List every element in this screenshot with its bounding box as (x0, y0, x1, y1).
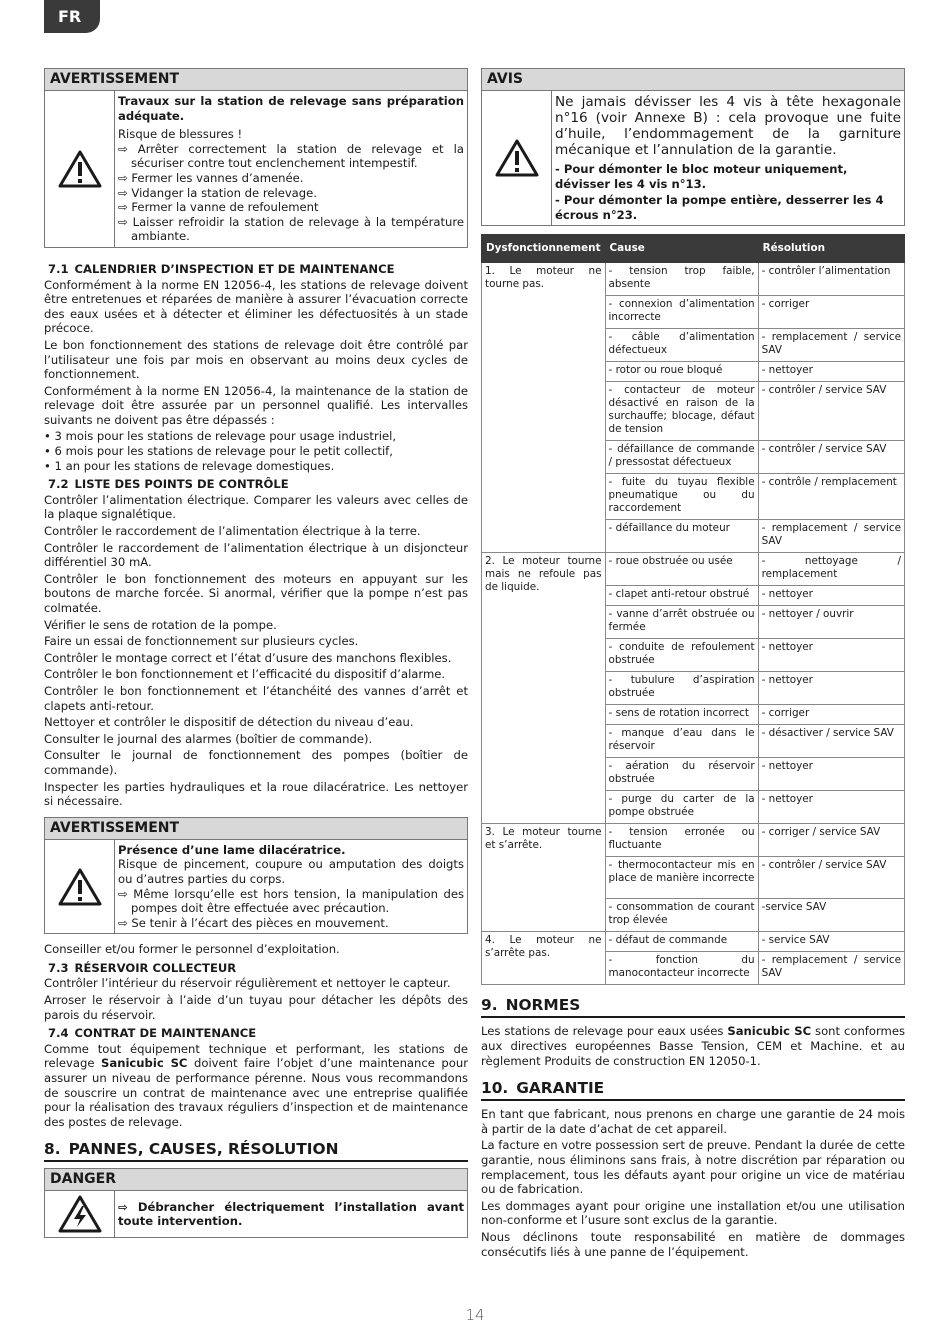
warning-step: ⇨ Fermer la vanne de refoulement (118, 200, 319, 215)
avis-instruction: - Pour démonter la pompe entière, desserrer les 4 écrous n°23. (555, 193, 884, 222)
brand-name: Sanicubic SC (727, 1024, 812, 1039)
resolution-cell: - service SAV (758, 932, 904, 952)
resolution-cell: - corriger / service SAV (758, 824, 904, 857)
brand-name: Sanicubic SC (101, 1056, 188, 1071)
paragraph: Contrôler le montage correct et l’état d’usure des manchons flexibles. (44, 650, 452, 665)
danger-text: ⇨ Débrancher électriquement l’installation avant toute intervention. (118, 1199, 464, 1229)
paragraph: Contrôler le bon fonctionnement et l’étanchéité des vannes d’arrêt et clapets anti-retour. (44, 683, 468, 713)
table-header: Résolution (758, 235, 904, 263)
cause-cell: - contacteur de moteur désactivé en raison de la surchauffe; blocage, défaut de tension (605, 382, 758, 441)
section-heading-7-3: 7.3 RÉSERVOIR COLLECTEUR (48, 960, 237, 975)
avis-header: AVIS (482, 69, 904, 91)
cause-cell: - clapet anti-retour obstrué (605, 586, 758, 606)
avis-instruction: - Pour démonter le bloc moteur uniquement, dévisser les 4 vis n°13. (555, 162, 848, 191)
warning-triangle-icon (45, 840, 115, 934)
cause-cell: - défaillance de commande / pressostat défectueux (605, 441, 758, 474)
warning-box-blade (44, 817, 468, 935)
paragraph: Contrôler le raccordement de l’alimentation électrique à la terre. (44, 524, 421, 539)
cause-cell: - défaillance du moteur (605, 520, 758, 553)
warning-header: AVERTISSEMENT (45, 69, 467, 91)
table-row (482, 824, 905, 857)
resolution-cell: - remplacement / service SAV (758, 520, 904, 553)
section-heading-9: 9. NORMES (481, 995, 905, 1018)
section-heading-7-4: 7.4 CONTRAT DE MAINTENANCE (48, 1026, 257, 1041)
resolution-cell: - nettoyer (758, 639, 904, 672)
resolution-cell: - corriger (758, 705, 904, 725)
paragraph: Arroser le réservoir à l’aide d’un tuyau pour détacher les dépôts des parois du réservoir. (44, 993, 468, 1022)
danger-header: DANGER (45, 1169, 467, 1191)
resolution-cell: - nettoyer (758, 586, 904, 606)
left-column (44, 68, 468, 1252)
cause-cell: - tension erronée ou fluctuante (605, 824, 758, 857)
cause-cell: - manque d’eau dans le réservoir (605, 725, 758, 758)
cause-cell: - aération du réservoir obstruée (605, 758, 758, 791)
fault-table (481, 234, 905, 985)
fault-cell: 1. Le moteur ne tourne pas. (482, 263, 606, 553)
section-heading-8: 8. PANNES, CAUSES, RÉSOLUTION (44, 1139, 468, 1162)
table-header: Cause (605, 235, 758, 263)
cause-cell: - consommation de courant trop élevée (605, 899, 758, 932)
cause-cell: - tension trop faible, absente (605, 263, 758, 296)
resolution-cell: - contrôler / service SAV (758, 382, 904, 441)
paragraph: Conformément à la norme EN 12056-4, les stations de relevage doivent être entretenues et réparées de manière à assurer l’évacuation correcte des eaux usées et à détecter et éliminer les défectuosités à un stade précoce. (44, 277, 468, 336)
paragraph: Comme tout équipement technique et performant, les stations de relevage Sanicubic SC doivent faire l’objet d’une maintenance pour assurer un niveau de performance pérenne. Nous vous recommandons de souscrire un contrat de maintenance avec une entreprise qualifiée pour la réalisation des travaux réguliers d’inspection et de maintenance des postes de relevage. (44, 1041, 468, 1129)
resolution-cell: -service SAV (758, 899, 904, 932)
paragraph: Les dommages ayant pour origine une installation et/ou une utilisation non-conforme et l’usure sont exclus de la garantie. (481, 1198, 905, 1228)
paragraph: Contrôler le bon fonctionnement et l’efficacité du dispositif d’alarme. (44, 667, 446, 682)
warning-step: ⇨ Laisser refroidir la station de relevage à la température ambiante. (118, 214, 464, 244)
paragraph: Vérifier le sens de rotation de la pompe. (44, 617, 277, 632)
cause-cell: - fuite du tuyau flexible pneumatique ou du raccordement (605, 474, 758, 520)
list-item: • 6 mois pour les stations de relevage pour le petit collectif, (44, 444, 393, 459)
avis-box (481, 68, 905, 226)
resolution-cell: - remplacement / service SAV (758, 952, 904, 985)
cause-cell: - sens de rotation incorrect (605, 705, 758, 725)
paragraph: Conformément à la norme EN 12056-4, la maintenance de la station de relevage doit être assurée par un personnel qualifié. Les intervalles suivants ne doivent pas être dépassés : (44, 383, 468, 427)
section-heading-10: 10. GARANTIE (481, 1078, 905, 1101)
warning-box-preparation (44, 68, 468, 248)
resolution-cell: - contrôler / service SAV (758, 857, 904, 899)
cause-cell: - connexion d’alimentation incorrecte (605, 296, 758, 329)
table-row (482, 263, 905, 296)
resolution-cell: - nettoyer (758, 672, 904, 705)
warning-triangle-icon (45, 91, 115, 247)
cause-cell: - purge du carter de la pompe obstruée (605, 791, 758, 824)
warning-step: ⇨ Se tenir à l’écart des pièces en mouvement. (118, 915, 389, 930)
fault-cell: 2. Le moteur tourne mais ne refoule pas de liquide. (482, 553, 606, 824)
table-row (482, 553, 905, 586)
warning-triangle-icon (482, 91, 552, 225)
cause-cell: - tubulure d’aspiration obstruée (605, 672, 758, 705)
resolution-cell: - corriger (758, 296, 904, 329)
paragraph: Faire un essai de fonctionnement sur plusieurs cycles. (44, 634, 359, 649)
paragraph: Conseiller et/ou former le personnel d’exploitation. (44, 942, 340, 957)
resolution-cell: - nettoyer (758, 362, 904, 382)
resolution-cell: - désactiver / service SAV (758, 725, 904, 758)
warning-title: Présence d’une lame dilacératrice. (118, 842, 346, 857)
cause-cell: - rotor ou roue bloqué (605, 362, 758, 382)
paragraph: Le bon fonctionnement des stations de relevage doit être contrôlé par l’utilisateur une fois par mois en observant au moins deux cycles de fonctionnement. (44, 337, 468, 382)
cause-cell: - fonction du manocontacteur incorrecte (605, 952, 758, 985)
cause-cell: - câble d’alimentation défectueux (605, 329, 758, 362)
warning-step: ⇨ Arrêter correctement la station de relevage et la sécuriser contre tout enclenchement intempestif. (118, 141, 464, 171)
resolution-cell: - contrôler l’alimentation (758, 263, 904, 296)
cause-cell: - thermocontacteur mis en place de manière incorrecte (605, 857, 758, 899)
right-column (481, 68, 905, 1261)
fault-cell: 4. Le moteur ne s’arrête pas. (482, 932, 606, 985)
cause-cell: - vanne d’arrêt obstruée ou fermée (605, 606, 758, 639)
warning-step: ⇨ Vidanger la station de relevage. (118, 185, 317, 200)
section-heading-7-1: 7.1 CALENDRIER D’INSPECTION ET DE MAINTENANCE (48, 261, 395, 276)
electric-hazard-icon (45, 1191, 115, 1237)
paragraph: Consulter le journal de fonctionnement des pompes (boîtier de commande). (44, 748, 468, 777)
warning-intro: Risque de blessures ! (118, 127, 243, 142)
cause-cell: - défaut de commande (605, 932, 758, 952)
cause-cell: - roue obstruée ou usée (605, 553, 758, 586)
cause-cell: - conduite de refoulement obstruée (605, 639, 758, 672)
paragraph: Nettoyer et contrôler le dispositif de détection du niveau d’eau. (44, 715, 414, 730)
resolution-cell: - nettoyage / remplacement (758, 553, 904, 586)
resolution-cell: - nettoyer / ouvrir (758, 606, 904, 639)
fault-cell: 3. Le moteur tourne et s’arrête. (482, 824, 606, 932)
paragraph: Contrôler l’alimentation électrique. Comparer les valeurs avec celles de la plaque signalétique. (44, 492, 468, 522)
paragraph: Les stations de relevage pour eaux usées Sanicubic SC sont conformes aux directives européennes Basse Tension, CEM et Machine. et au règlement Produits de construction EN 12050-1. (481, 1024, 905, 1068)
list-item: • 3 mois pour les stations de relevage pour usage industriel, (44, 429, 397, 444)
warning-intro: Risque de pincement, coupure ou amputation des doigts ou d’autres parties du corps. (118, 857, 464, 886)
page-number: 14 (465, 1306, 485, 1324)
resolution-cell: - nettoyer (758, 758, 904, 791)
language-tab: FR (44, 0, 100, 33)
paragraph: La facture en votre possession sert de preuve. Pendant la durée de cette garantie, nous éliminons sans frais, à notre discrétion par réparation ou remplacement, tous les défauts ayant pour origine un vice de matériau ou de fabrication. (481, 1138, 905, 1197)
section-heading-7-2: 7.2 LISTE DES POINTS DE CONTRÔLE (48, 477, 289, 492)
warning-step: ⇨ Fermer les vannes d’amenée. (118, 170, 304, 185)
resolution-cell: - nettoyer (758, 791, 904, 824)
warning-title: Travaux sur la station de relevage sans préparation adéquate. (118, 94, 464, 123)
table-row (482, 932, 905, 952)
warning-header: AVERTISSEMENT (45, 818, 467, 840)
danger-box (44, 1168, 468, 1238)
resolution-cell: - remplacement / service SAV (758, 329, 904, 362)
paragraph: Contrôler l’intérieur du réservoir régulièrement et nettoyer le capteur. (44, 976, 451, 991)
paragraph: Contrôler le raccordement de l’alimentation électrique à un disjoncteur différentiel 30 mA. (44, 540, 468, 570)
avis-main-text: Ne jamais dévisser les 4 vis à tête hexagonale n°16 (voir Annexe B) : cela provoque une fuite d’huile, l’endommagement de la garniture mécanique et l’annulation de la garantie. (555, 94, 901, 158)
list-item: • 1 an pour les stations de relevage domestiques. (44, 458, 335, 473)
paragraph: Contrôler le bon fonctionnement des moteurs en appuyant sur les boutons de marche forcée. Si anormal, vérifier que la pompe n’est pas colmatée. (44, 571, 468, 615)
table-header: Dysfonctionnement (482, 235, 606, 263)
resolution-cell: - contrôler / service SAV (758, 441, 904, 474)
warning-step: ⇨ Même lorsqu’elle est hors tension, la manipulation des pompes doit être effectuée avec précaution. (118, 886, 464, 916)
resolution-cell: - contrôle / remplacement (758, 474, 904, 520)
paragraph: Inspecter les parties hydrauliques et la roue dilacératrice. Les nettoyer si nécessaire. (44, 779, 468, 809)
paragraph: En tant que fabricant, nous prenons en charge une garantie de 24 mois à partir de la date d’achat de cet appareil. (481, 1107, 905, 1136)
paragraph: Nous déclinons toute responsabilité en matière de dommages consécutifs liés à une panne de l’équipement. (481, 1229, 905, 1259)
paragraph: Consulter le journal des alarmes (boîtier de commande). (44, 731, 373, 746)
